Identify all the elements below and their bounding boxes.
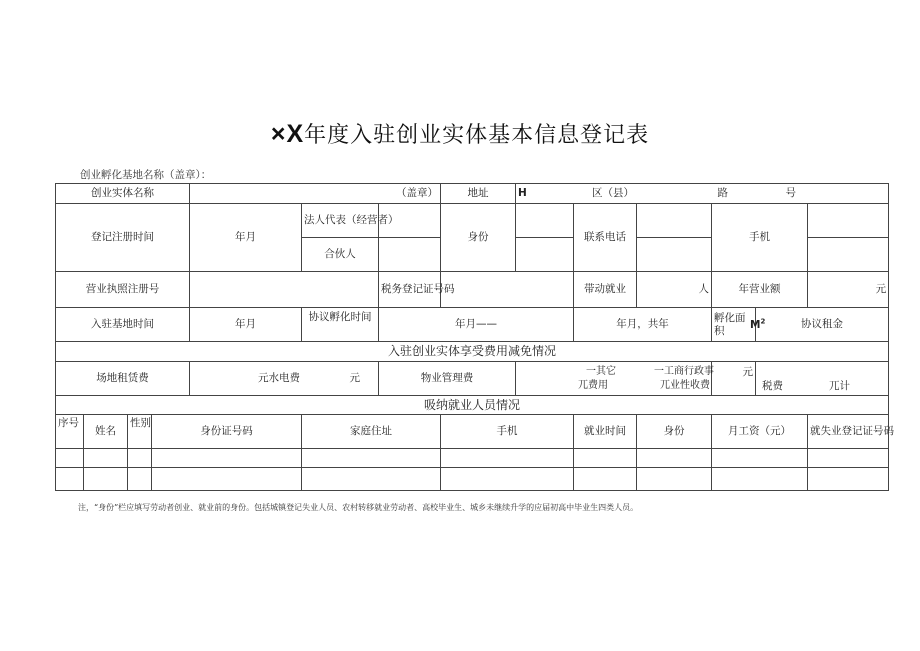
other-label: 一其它 [586,365,616,377]
incubation-from[interactable]: 年月—— [379,308,574,342]
tax-fee-cell[interactable] [756,362,889,396]
address-number: 号 [785,187,796,199]
mobile-field-1[interactable] [808,204,889,238]
entry-row [56,308,889,342]
partner-field[interactable] [379,238,441,272]
col-gender: 性别 [128,415,152,449]
staff-row[interactable] [56,449,889,468]
tax-no-field[interactable] [441,272,574,308]
staff-header-row [56,415,889,449]
revenue-field[interactable] [808,272,889,308]
partner-label: 合伙人 [302,238,379,272]
address-road: 路 [717,187,728,199]
business-fee-label: 兀业性收费 [660,379,710,391]
mobile-label: 手机 [712,204,808,272]
footnote: 注，“身份”栏应填写劳动者创业、就业前的身份。包括城镇登记失业人员、农村转移就业劳动者、高校毕业生、城乡未继续升学的应届初高中毕业生四类人员。 [78,503,639,512]
fee-row [56,362,889,396]
entry-time-label: 入驻基地时间 [56,308,190,342]
entry-time-field[interactable]: 年月 [190,308,302,342]
fee-use-label: 兀费用 [578,379,608,391]
title-text: 年度入驻创业实体基本信息登记表 [304,123,650,148]
col-mobile: 手机 [441,415,574,449]
admin-label: 一工商行政事 [654,365,714,377]
identity-field-2[interactable] [516,238,574,272]
address-label: 地址 [441,184,516,204]
legal-rep-label: 法人代表（经营者） [302,204,379,238]
col-id-number: 身份证号码 [152,415,302,449]
other-fee-cell[interactable] [516,362,712,396]
document-title [0,118,920,149]
seal-label: （盖章） [396,187,438,199]
water-elec-unit: 元 [349,372,360,384]
fee-section-header [56,342,889,362]
employment-label: 带动就业 [574,272,637,308]
col-address: 家庭住址 [302,415,441,449]
reg-time-field[interactable]: 年月 [190,204,302,272]
yuan-unit: 元 [875,283,887,295]
address-district: 区（县） [592,187,634,199]
entity-name-label: 创业实体名称 [56,184,190,204]
reg-time-label: 登记注册时间 [56,204,190,272]
col-name: 姓名 [84,415,128,449]
address-city: H [518,187,527,199]
fee-section-title: 入驻创业实体享受费用减免情况 [56,342,889,362]
venue-rent-field[interactable] [190,362,379,396]
tax-fee-label: 税费 [762,380,783,392]
total-label: 兀计 [829,380,850,392]
area-cell [712,308,766,342]
area-label: 孵化面积 [714,311,746,337]
phone-label: 联系电话 [574,204,637,272]
other-fee-unit: 元 [712,362,756,396]
entity-name-field[interactable] [190,184,441,204]
staff-section-title: 吸纳就业人员情况 [56,396,889,415]
rent-label: 协议租金 [756,308,889,342]
phone-field-1[interactable] [637,204,712,238]
address-field[interactable] [516,184,889,204]
staff-row[interactable] [56,468,889,491]
employment-field[interactable] [637,272,712,308]
col-monthly-wage: 月工资（元） [712,415,808,449]
base-name-label: 创业孵化基地名称（盖章）： [80,169,212,181]
col-serial: 序号 [56,415,84,449]
col-unemployment-cert: 就失业登记证号码 [808,415,889,449]
phone-field-2[interactable] [637,238,712,272]
license-label: 营业执照注册号 [56,272,190,308]
identity-field-1[interactable] [516,204,574,238]
registration-row [56,204,889,238]
col-employment-time: 就业时间 [574,415,637,449]
water-elec-label: 元水电费 [258,372,300,384]
license-field[interactable] [190,272,379,308]
property-fee-label: 物业管理费 [379,362,516,396]
staff-section-header [56,396,889,415]
mobile-field-2[interactable] [808,238,889,272]
tax-no-label: 税务登记证号码 [379,272,441,308]
incubation-time-label: 协议孵化时间 [302,308,379,342]
registration-form [55,183,894,491]
venue-rent-label: 场地租赁费 [56,362,190,396]
person-unit: 人 [698,283,709,295]
col-identity: 身份 [637,415,712,449]
area-unit: $M^2$ [750,317,766,331]
license-row [56,272,889,308]
entity-row [56,184,889,204]
title-mark: ×X [270,120,305,148]
revenue-label: 年营业额 [712,272,808,308]
identity-label: 身份 [441,204,516,272]
incubation-to[interactable]: 年月，共年 [574,308,712,342]
